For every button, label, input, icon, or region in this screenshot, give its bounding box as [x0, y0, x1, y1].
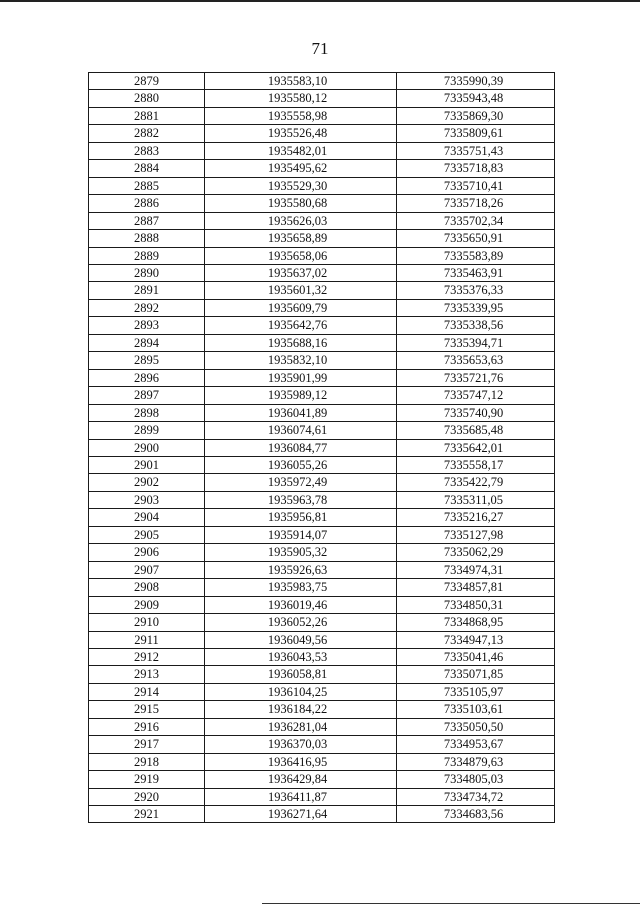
point-number-cell: 2905 — [89, 526, 205, 543]
x-coordinate-cell: 1935989,12 — [205, 387, 397, 404]
x-coordinate-cell: 1936043,53 — [205, 648, 397, 665]
y-coordinate-cell: 7334879,63 — [397, 753, 555, 770]
y-coordinate-cell: 7335103,61 — [397, 701, 555, 718]
x-coordinate-cell: 1936084,77 — [205, 439, 397, 456]
y-coordinate-cell: 7334734,72 — [397, 788, 555, 805]
x-coordinate-cell: 1935926,63 — [205, 561, 397, 578]
y-coordinate-cell: 7335463,91 — [397, 264, 555, 281]
x-coordinate-cell: 1935495,62 — [205, 160, 397, 177]
x-coordinate-cell: 1935642,76 — [205, 317, 397, 334]
x-coordinate-cell: 1935609,79 — [205, 299, 397, 316]
table-row — [89, 683, 555, 700]
y-coordinate-cell: 7335642,01 — [397, 439, 555, 456]
point-number-cell: 2890 — [89, 264, 205, 281]
table-row — [89, 299, 555, 316]
point-number-cell: 2888 — [89, 230, 205, 247]
point-number-cell: 2891 — [89, 282, 205, 299]
point-number-cell: 2895 — [89, 352, 205, 369]
point-number-cell: 2900 — [89, 439, 205, 456]
x-coordinate-cell: 1935983,75 — [205, 579, 397, 596]
point-number-cell: 2886 — [89, 195, 205, 212]
table-row — [89, 334, 555, 351]
y-coordinate-cell: 7335869,30 — [397, 107, 555, 124]
point-number-cell: 2911 — [89, 631, 205, 648]
y-coordinate-cell: 7335071,85 — [397, 666, 555, 683]
point-number-cell: 2899 — [89, 422, 205, 439]
y-coordinate-cell: 7334974,31 — [397, 561, 555, 578]
x-coordinate-cell: 1935526,48 — [205, 125, 397, 142]
y-coordinate-cell: 7335718,26 — [397, 195, 555, 212]
table-row — [89, 474, 555, 491]
y-coordinate-cell: 7334683,56 — [397, 806, 555, 823]
point-number-cell: 2913 — [89, 666, 205, 683]
y-coordinate-cell: 7334947,13 — [397, 631, 555, 648]
point-number-cell: 2915 — [89, 701, 205, 718]
x-coordinate-cell: 1936281,04 — [205, 718, 397, 735]
y-coordinate-cell: 7334850,31 — [397, 596, 555, 613]
x-coordinate-cell: 1935529,30 — [205, 177, 397, 194]
coordinates-table-body — [89, 73, 555, 823]
table-row — [89, 317, 555, 334]
table-row — [89, 230, 555, 247]
point-number-cell: 2902 — [89, 474, 205, 491]
table-row — [89, 753, 555, 770]
y-coordinate-cell: 7334857,81 — [397, 579, 555, 596]
x-coordinate-cell: 1935580,68 — [205, 195, 397, 212]
x-coordinate-cell: 1935601,32 — [205, 282, 397, 299]
y-coordinate-cell: 7335583,89 — [397, 247, 555, 264]
point-number-cell: 2885 — [89, 177, 205, 194]
x-coordinate-cell: 1936429,84 — [205, 771, 397, 788]
y-coordinate-cell: 7335394,71 — [397, 334, 555, 351]
x-coordinate-cell: 1936058,81 — [205, 666, 397, 683]
point-number-cell: 2908 — [89, 579, 205, 596]
point-number-cell: 2907 — [89, 561, 205, 578]
point-number-cell: 2887 — [89, 212, 205, 229]
x-coordinate-cell: 1935482,01 — [205, 142, 397, 159]
y-coordinate-cell: 7335702,34 — [397, 212, 555, 229]
x-coordinate-cell: 1935905,32 — [205, 544, 397, 561]
y-coordinate-cell: 7335751,43 — [397, 142, 555, 159]
x-coordinate-cell: 1935972,49 — [205, 474, 397, 491]
table-row — [89, 631, 555, 648]
x-coordinate-cell: 1935626,03 — [205, 212, 397, 229]
table-row — [89, 90, 555, 107]
y-coordinate-cell: 7334805,03 — [397, 771, 555, 788]
y-coordinate-cell: 7335050,50 — [397, 718, 555, 735]
y-coordinate-cell: 7334953,67 — [397, 736, 555, 753]
point-number-cell: 2898 — [89, 404, 205, 421]
bottom-rule — [262, 903, 640, 904]
y-coordinate-cell: 7334868,95 — [397, 614, 555, 631]
x-coordinate-cell: 1935832,10 — [205, 352, 397, 369]
point-number-cell: 2893 — [89, 317, 205, 334]
point-number-cell: 2884 — [89, 160, 205, 177]
point-number-cell: 2881 — [89, 107, 205, 124]
x-coordinate-cell: 1936055,26 — [205, 456, 397, 473]
table-row — [89, 806, 555, 823]
point-number-cell: 2914 — [89, 683, 205, 700]
point-number-cell: 2904 — [89, 509, 205, 526]
table-row — [89, 160, 555, 177]
x-coordinate-cell: 1935658,06 — [205, 247, 397, 264]
table-row — [89, 736, 555, 753]
x-coordinate-cell: 1935658,89 — [205, 230, 397, 247]
y-coordinate-cell: 7335650,91 — [397, 230, 555, 247]
point-number-cell: 2897 — [89, 387, 205, 404]
point-number-cell: 2883 — [89, 142, 205, 159]
y-coordinate-cell: 7335685,48 — [397, 422, 555, 439]
x-coordinate-cell: 1936411,87 — [205, 788, 397, 805]
point-number-cell: 2912 — [89, 648, 205, 665]
point-number-cell: 2919 — [89, 771, 205, 788]
y-coordinate-cell: 7335809,61 — [397, 125, 555, 142]
y-coordinate-cell: 7335127,98 — [397, 526, 555, 543]
point-number-cell: 2920 — [89, 788, 205, 805]
y-coordinate-cell: 7335311,05 — [397, 491, 555, 508]
y-coordinate-cell: 7335041,46 — [397, 648, 555, 665]
x-coordinate-cell: 1936052,26 — [205, 614, 397, 631]
table-row — [89, 107, 555, 124]
table-row — [89, 369, 555, 386]
coordinates-table — [88, 72, 555, 823]
x-coordinate-cell: 1936416,95 — [205, 753, 397, 770]
table-row — [89, 788, 555, 805]
x-coordinate-cell: 1936074,61 — [205, 422, 397, 439]
y-coordinate-cell: 7335105,97 — [397, 683, 555, 700]
point-number-cell: 2909 — [89, 596, 205, 613]
table-row — [89, 73, 555, 90]
y-coordinate-cell: 7335376,33 — [397, 282, 555, 299]
y-coordinate-cell: 7335718,83 — [397, 160, 555, 177]
x-coordinate-cell: 1935956,81 — [205, 509, 397, 526]
table-row — [89, 491, 555, 508]
y-coordinate-cell: 7335943,48 — [397, 90, 555, 107]
x-coordinate-cell: 1936019,46 — [205, 596, 397, 613]
table-row — [89, 177, 555, 194]
point-number-cell: 2921 — [89, 806, 205, 823]
point-number-cell: 2892 — [89, 299, 205, 316]
table-row — [89, 718, 555, 735]
x-coordinate-cell: 1935580,12 — [205, 90, 397, 107]
x-coordinate-cell: 1935583,10 — [205, 73, 397, 90]
table-row — [89, 439, 555, 456]
point-number-cell: 2910 — [89, 614, 205, 631]
point-number-cell: 2882 — [89, 125, 205, 142]
y-coordinate-cell: 7335338,56 — [397, 317, 555, 334]
table-row — [89, 387, 555, 404]
table-row — [89, 247, 555, 264]
table-row — [89, 526, 555, 543]
y-coordinate-cell: 7335422,79 — [397, 474, 555, 491]
table-row — [89, 264, 555, 281]
x-coordinate-cell: 1935558,98 — [205, 107, 397, 124]
table-row — [89, 561, 555, 578]
table-row — [89, 771, 555, 788]
x-coordinate-cell: 1935914,07 — [205, 526, 397, 543]
table-row — [89, 596, 555, 613]
y-coordinate-cell: 7335558,17 — [397, 456, 555, 473]
point-number-cell: 2896 — [89, 369, 205, 386]
table-row — [89, 666, 555, 683]
table-row — [89, 456, 555, 473]
point-number-cell: 2917 — [89, 736, 205, 753]
x-coordinate-cell: 1936271,64 — [205, 806, 397, 823]
top-rule — [0, 0, 640, 2]
table-row — [89, 509, 555, 526]
point-number-cell: 2880 — [89, 90, 205, 107]
x-coordinate-cell: 1936184,22 — [205, 701, 397, 718]
table-row — [89, 579, 555, 596]
y-coordinate-cell: 7335740,90 — [397, 404, 555, 421]
x-coordinate-cell: 1935963,78 — [205, 491, 397, 508]
page-number: 71 — [311, 39, 329, 58]
y-coordinate-cell: 7335747,12 — [397, 387, 555, 404]
y-coordinate-cell: 7335653,63 — [397, 352, 555, 369]
point-number-cell: 2916 — [89, 718, 205, 735]
y-coordinate-cell: 7335062,29 — [397, 544, 555, 561]
table-row — [89, 648, 555, 665]
point-number-cell: 2903 — [89, 491, 205, 508]
table-row — [89, 701, 555, 718]
x-coordinate-cell: 1936049,56 — [205, 631, 397, 648]
table-row — [89, 282, 555, 299]
table-row — [89, 195, 555, 212]
table-row — [89, 125, 555, 142]
table-row — [89, 544, 555, 561]
x-coordinate-cell: 1936041,89 — [205, 404, 397, 421]
point-number-cell: 2879 — [89, 73, 205, 90]
y-coordinate-cell: 7335339,95 — [397, 299, 555, 316]
table-row — [89, 142, 555, 159]
x-coordinate-cell: 1935901,99 — [205, 369, 397, 386]
table-row — [89, 352, 555, 369]
table-row — [89, 404, 555, 421]
y-coordinate-cell: 7335216,27 — [397, 509, 555, 526]
y-coordinate-cell: 7335990,39 — [397, 73, 555, 90]
x-coordinate-cell: 1936370,03 — [205, 736, 397, 753]
point-number-cell: 2889 — [89, 247, 205, 264]
point-number-cell: 2906 — [89, 544, 205, 561]
x-coordinate-cell: 1936104,25 — [205, 683, 397, 700]
y-coordinate-cell: 7335721,76 — [397, 369, 555, 386]
point-number-cell: 2918 — [89, 753, 205, 770]
x-coordinate-cell: 1935637,02 — [205, 264, 397, 281]
table-row — [89, 212, 555, 229]
point-number-cell: 2894 — [89, 334, 205, 351]
table-row — [89, 614, 555, 631]
y-coordinate-cell: 7335710,41 — [397, 177, 555, 194]
point-number-cell: 2901 — [89, 456, 205, 473]
x-coordinate-cell: 1935688,16 — [205, 334, 397, 351]
table-row — [89, 422, 555, 439]
